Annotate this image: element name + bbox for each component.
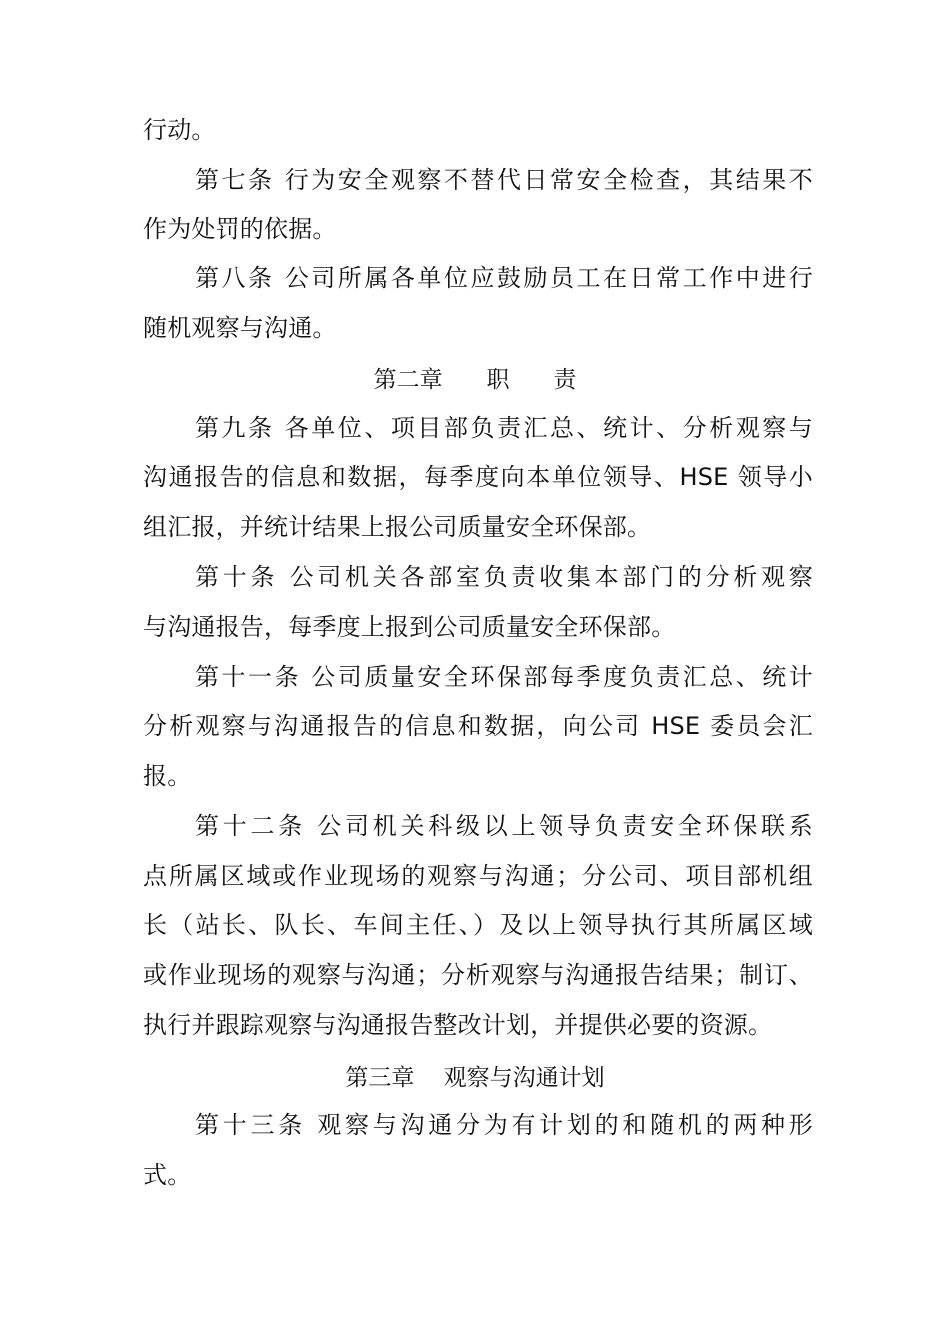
article-12-line: 第十二条 公司机关科级以上领导负责安全环保联系 — [195, 812, 813, 840]
article-10-line: 第十条 公司机关各部室负责收集本部门的分析观察 — [195, 563, 813, 591]
chapter-2-heading: 第二章 职 责 — [373, 367, 577, 393]
article-13-line: 第十三条 观察与沟通分为有计划的和随机的两种形 — [195, 1111, 813, 1139]
article-11-line: 第十一条 公司质量安全环保部每季度负责汇总、统计 — [195, 663, 813, 691]
text-line: 作为处罚的依据。 — [143, 215, 337, 243]
text-line: 与沟通报告，每季度上报到公司质量安全环保部。 — [143, 613, 676, 641]
text-line: 组汇报，并统计结果上报公司质量安全环保部。 — [143, 513, 652, 541]
text-line: 式。 — [143, 1161, 192, 1189]
text-line: 执行并跟踪观察与沟通报告整改计划，并提供必要的资源。 — [143, 1011, 773, 1039]
article-8-line: 第八条 公司所属各单位应鼓励员工在日常工作中进行 — [195, 264, 813, 292]
text-line: 点所属区域或作业现场的观察与沟通；分公司、项目部机组 — [143, 862, 813, 890]
text-line: 随机观察与沟通。 — [143, 314, 337, 342]
text-line: 分析观察与沟通报告的信息和数据，向公司 HSE 委员会汇 — [143, 712, 813, 740]
chapter-3-heading: 第三章 观察与沟通计划 — [345, 1065, 605, 1091]
text-line: 报。 — [143, 762, 192, 790]
text-line: 沟通报告的信息和数据，每季度向本单位领导、HSE 领导小 — [143, 463, 813, 491]
text-line: 行动。 — [143, 116, 216, 144]
text-line: 或作业现场的观察与沟通；分析观察与沟通报告结果；制订、 — [143, 961, 813, 989]
text-line: 长（站长、队长、车间主任、）及以上领导执行其所属区域 — [143, 911, 813, 939]
article-7-line: 第七条 行为安全观察不替代日常安全检查，其结果不 — [195, 166, 813, 194]
article-9-line: 第九条 各单位、项目部负责汇总、统计、分析观察与 — [195, 414, 813, 442]
